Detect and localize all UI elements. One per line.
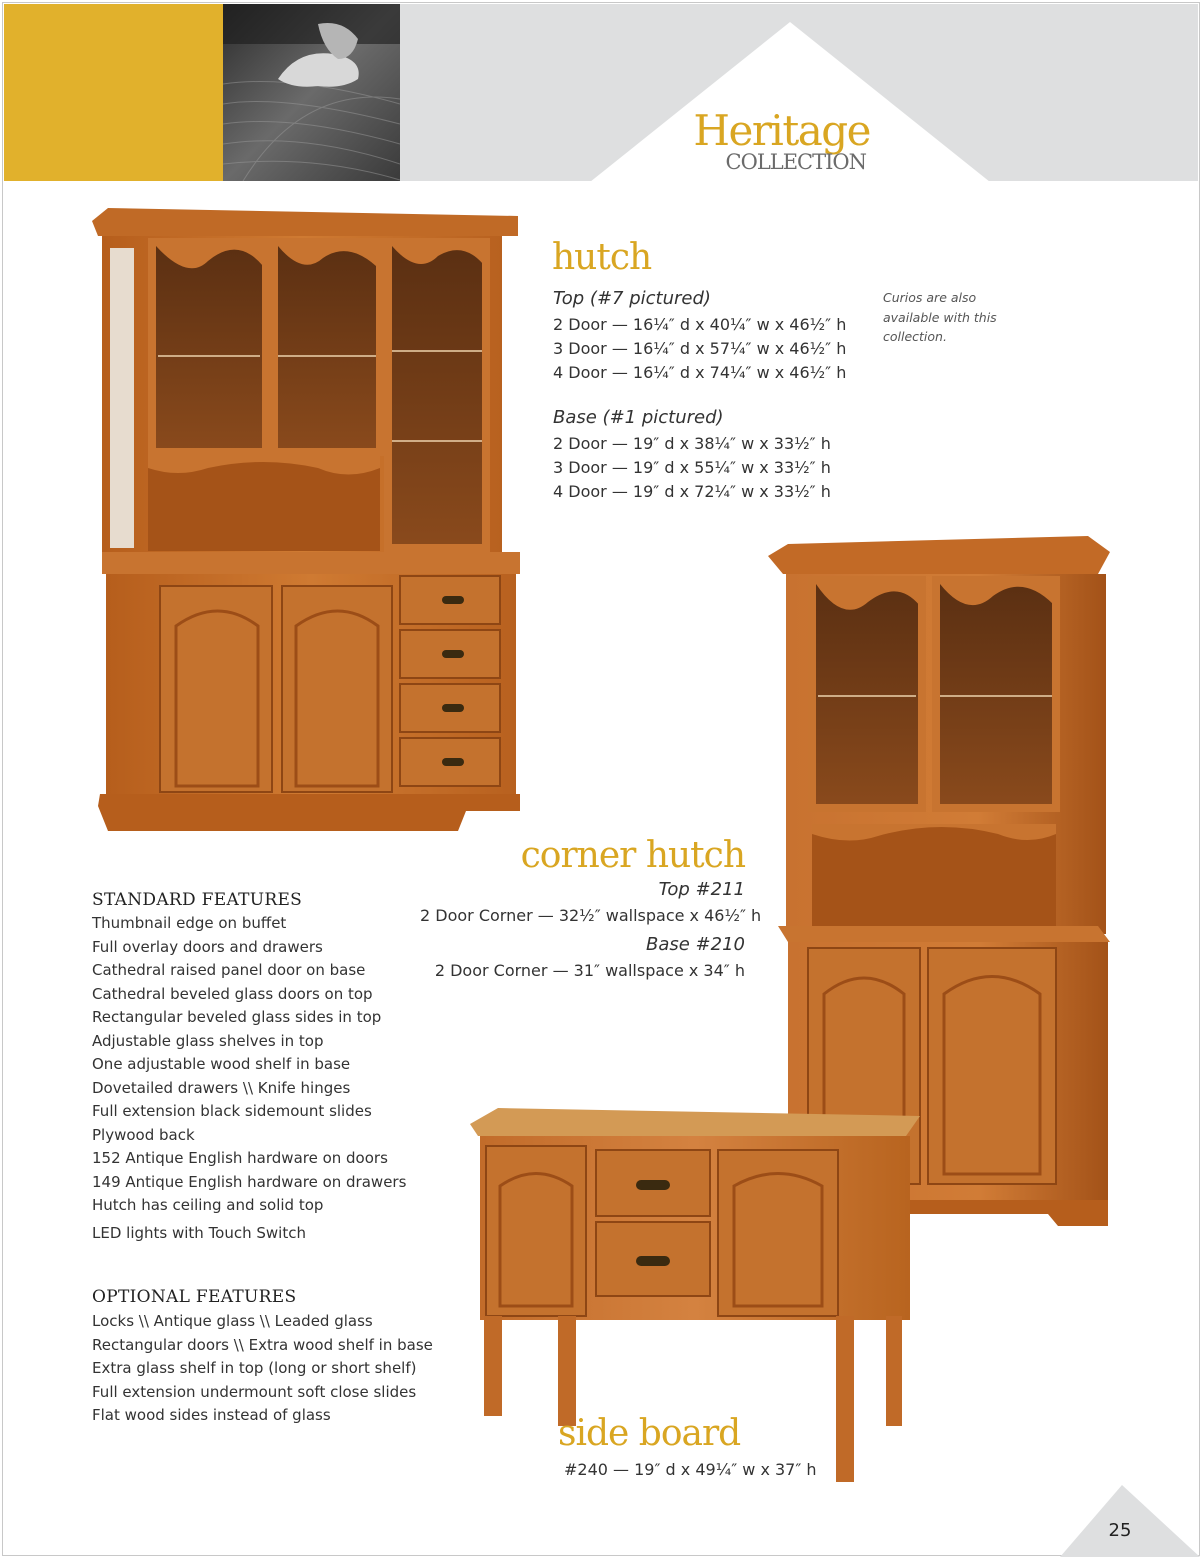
- list-item: Full overlay doors and drawers: [92, 937, 323, 956]
- hutch-title: hutch: [552, 237, 652, 278]
- list-item: Full extension undermount soft close slides: [92, 1382, 417, 1401]
- hutch-image: [88, 206, 524, 841]
- hutch-base-line: 2 Door — 19″ d x 38¼″ w x 33½″ h: [553, 434, 831, 453]
- list-item: Locks \\ Antique glass \\ Leaded glass: [92, 1312, 373, 1330]
- corner-hutch-base-line: 2 Door Corner — 31″ wallspace x 34″ h: [434, 961, 745, 980]
- hutch-base-line: 4 Door — 19″ d x 72¼″ w x 33½″ h: [553, 482, 831, 501]
- hutch-top-heading: Top (#7 pictured): [553, 288, 711, 309]
- page-number: 25: [1108, 1520, 1132, 1541]
- optional-features-list: [92, 1310, 433, 1428]
- brand-subtitle: COLLECTION: [725, 150, 866, 174]
- side-board-title: side board: [558, 1413, 741, 1454]
- list-item: Full extension black sidemount slides: [92, 1102, 372, 1120]
- hutch-base-heading: Base (#1 pictured): [553, 407, 724, 428]
- header-photo: [223, 4, 400, 181]
- corner-hutch-base-heading: Base #210: [646, 934, 745, 955]
- list-item: Cathedral raised panel door on base: [92, 961, 366, 979]
- list-item: Dovetailed drawers \\ Knife hinges: [92, 1078, 351, 1097]
- yellow-accent-block: [4, 4, 223, 181]
- side-board-dimensions: #240 — 19″ d x 49¼″ w x 37″ h: [564, 1460, 817, 1479]
- optional-features-heading: OPTIONAL FEATURES: [92, 1287, 297, 1307]
- list-item: Adjustable glass shelves in top: [92, 1031, 324, 1050]
- list-item: 149 Antique English hardware on drawers: [92, 1172, 407, 1191]
- brand-title: Heritage: [693, 106, 870, 155]
- list-item: Hutch has ceiling and solid top: [92, 1196, 324, 1214]
- hutch-top-line: 4 Door — 16¼″ d x 74¼″ w x 46½″ h: [553, 363, 847, 382]
- corner-hutch-title: corner hutch: [520, 835, 745, 876]
- list-item: Flat wood sides instead of glass: [92, 1406, 331, 1424]
- standard-features-heading: STANDARD FEATURES: [92, 890, 303, 910]
- hutch-base-line: 3 Door — 19″ d x 55¼″ w x 33½″ h: [553, 458, 831, 477]
- list-item: Extra glass shelf in top (long or short shelf): [92, 1359, 417, 1377]
- list-item: One adjustable wood shelf in base: [92, 1055, 351, 1073]
- list-item: 152 Antique English hardware on doors: [92, 1149, 388, 1167]
- curios-note-line: Curios are also: [883, 290, 977, 305]
- curios-note-line: available with this: [883, 310, 997, 325]
- hutch-top-line: 2 Door — 16¼″ d x 40¼″ w x 46½″ h: [553, 315, 847, 334]
- corner-hutch-top-heading: Top #211: [658, 879, 745, 900]
- curios-note-line: collection.: [883, 329, 947, 344]
- corner-hutch-top-line: 2 Door Corner — 32½″ wallspace x 46½″ h: [420, 906, 762, 925]
- list-item: Thumbnail edge on buffet: [92, 914, 287, 932]
- standard-features-list: [92, 912, 406, 1218]
- list-item: Rectangular doors \\ Extra wood shelf in base: [92, 1335, 433, 1354]
- list-item: Plywood back: [92, 1125, 195, 1144]
- hutch-top-line: 3 Door — 16¼″ d x 57¼″ w x 46½″ h: [553, 339, 847, 358]
- led-lights-feature: LED lights with Touch Switch: [92, 1224, 306, 1242]
- list-item: Cathedral beveled glass doors on top: [92, 984, 373, 1003]
- list-item: Rectangular beveled glass sides in top: [92, 1008, 382, 1026]
